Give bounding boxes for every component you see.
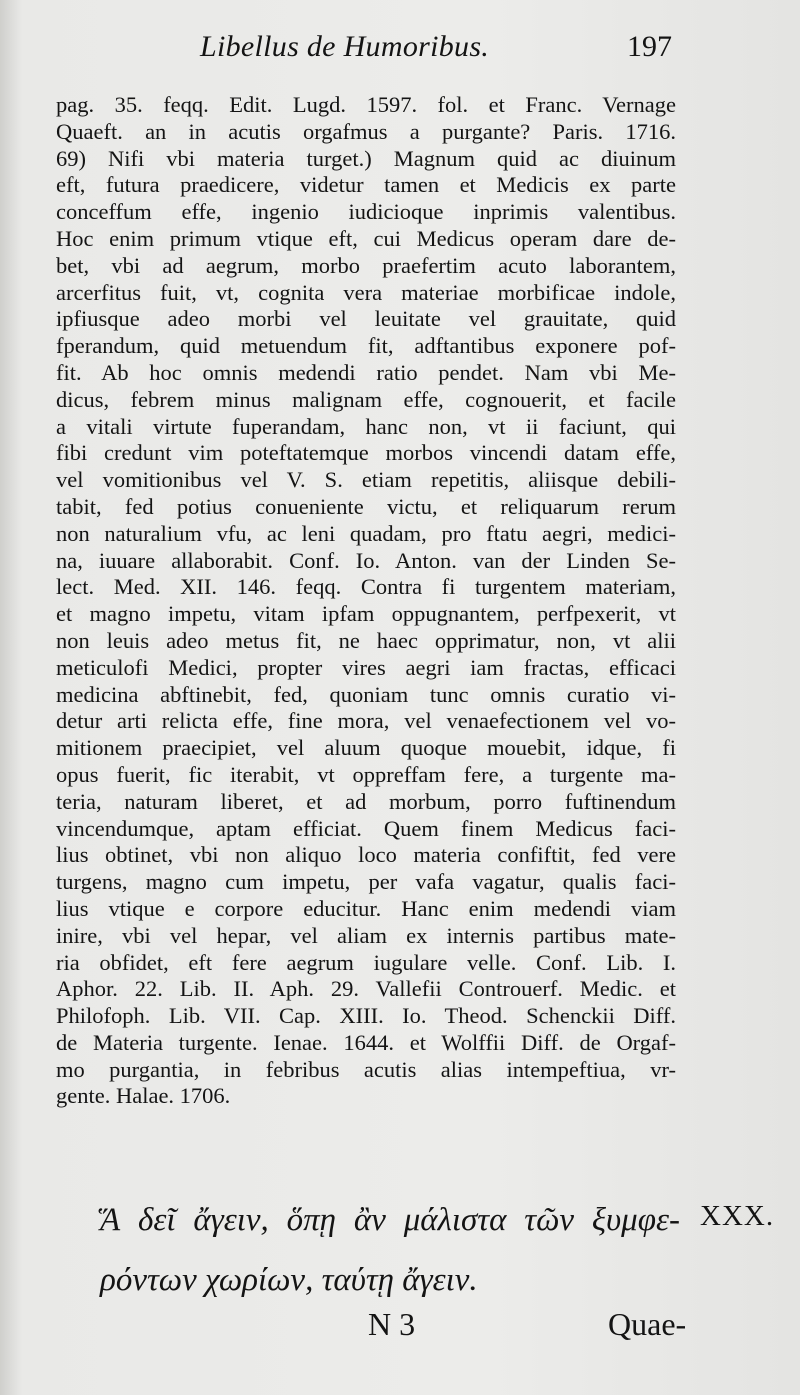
greek-aphorism bbox=[100, 1190, 680, 1310]
text-line: et magno impetu, vitam ipfam oppugnantem, perfpexerit, vt bbox=[56, 601, 676, 627]
running-head-title: Libellus de Humoribus. bbox=[200, 30, 490, 63]
text-line: turgens, magno cum impetu, per vafa vagatur, qualis faci- bbox=[56, 869, 676, 895]
text-line: non leuis adeo metus fit, ne haec opprimatur, non, vt alii bbox=[56, 627, 676, 653]
text-line: de Materia turgente. Ienae. 1644. et Wolffii Diff. de Orgaf- bbox=[56, 1029, 676, 1055]
text-line: medicina abftinebit, fed, quoniam tunc omnis curatio vi- bbox=[56, 681, 676, 707]
text-line: dicus, febrem minus malignam effe, cognouerit, et facile bbox=[56, 386, 676, 412]
text-line: non naturalium vfu, ac leni quadam, pro ftatu aegri, medici- bbox=[56, 520, 676, 546]
text-line: arcerfitus fuit, vt, cognita vera materiae morbificae indole, bbox=[56, 279, 676, 305]
text-line: eft, futura praedicere, videtur tamen et Medicis ex parte bbox=[56, 172, 676, 198]
text-line: lius vtique e corpore educitur. Hanc enim medendi viam bbox=[56, 895, 676, 921]
text-line: na, iuuare allaborabit. Conf. Io. Anton. van der Linden Se- bbox=[56, 547, 676, 573]
text-line: Aphor. 22. Lib. II. Aph. 29. Vallefii Controuerf. Medic. et bbox=[56, 976, 676, 1002]
text-line: meticulofi Medici, propter vires aegri iam fractas, efficaci bbox=[56, 654, 676, 680]
page-number: 197 bbox=[627, 30, 672, 63]
text-line: 69) Nifi vbi materia turget.) Magnum quid ac diuinum bbox=[56, 145, 676, 171]
signature-mark: N 3 bbox=[368, 1306, 416, 1342]
text-line: Quaeft. an in acutis orgafmus a purgante? Paris. 1716. bbox=[56, 118, 676, 144]
text-line: vel vomitionibus vel V. S. etiam repetitis, aliisque debili- bbox=[56, 467, 676, 493]
text-line: lect. Med. XII. 146. feqq. Contra fi turgentem materiam, bbox=[56, 574, 676, 600]
greek-line-1: Ἅ δεῖ ἄγειν, ὅπῃ ἂν μάλιστα τῶν ξυμφε- bbox=[100, 1202, 680, 1238]
catchword: Quae- bbox=[608, 1306, 687, 1342]
text-line: ipfiusque adeo morbi vel leuitate vel grauitate, quid bbox=[56, 306, 676, 332]
text-line: a vitali virtute fuperandam, hanc non, vt ii faciunt, qui bbox=[56, 413, 676, 439]
text-line: bet, vbi ad aegrum, morbo praefertim acuto laborantem, bbox=[56, 252, 676, 278]
text-line: fibi credunt vim poteftatemque morbos vincendi datam effe, bbox=[56, 440, 676, 466]
text-line: Hoc enim primum vtique eft, cui Medicus operam dare de- bbox=[56, 225, 676, 251]
text-line: inire, vbi vel hepar, vel aliam ex internis partibus mate- bbox=[56, 922, 676, 948]
text-line: lius obtinet, vbi non aliquo loco materia confiftit, fed vere bbox=[56, 842, 676, 868]
text-line: opus fuerit, fic iterabit, vt oppreffam fere, a turgente ma- bbox=[56, 761, 676, 787]
body-text bbox=[56, 92, 676, 1110]
text-line: tabit, fed potius conueniente victu, et reliquarum rerum bbox=[56, 493, 676, 519]
text-line: detur arti relicta effe, fine mora, vel venaefectionem vel vo- bbox=[56, 708, 676, 734]
text-line: fit. Ab hoc omnis medendi ratio pendet. Nam vbi Me- bbox=[56, 359, 676, 385]
text-line: vincendumque, aptam efficiat. Quem finem Medicus faci- bbox=[56, 815, 676, 841]
text-line: gente. Halae. 1706. bbox=[56, 1083, 231, 1109]
text-line: fperandum, quid metuendum fit, adftantibus exponere pof- bbox=[56, 333, 676, 359]
aphorism-number: XXX. bbox=[700, 1200, 775, 1232]
text-line: pag. 35. feqq. Edit. Lugd. 1597. fol. et Franc. Vernage bbox=[56, 92, 676, 117]
text-line: conceffum effe, ingenio iudicioque inprimis valentibus. bbox=[56, 199, 676, 225]
text-line: ria obfidet, eft fere aegrum iugulare velle. Conf. Lib. I. bbox=[56, 949, 676, 975]
text-line: mo purgantia, in febribus acutis alias intempeftiua, vr- bbox=[56, 1056, 676, 1082]
greek-line-2: ρόντων χωρίων, ταύτῃ ἄγειν. bbox=[100, 1262, 478, 1298]
text-line: teria, naturam liberet, et ad morbum, porro fuftinendum bbox=[56, 788, 676, 814]
text-line: mitionem praecipiet, vel aluum quoque mouebit, idque, fi bbox=[56, 735, 676, 761]
text-line: Philofoph. Lib. VII. Cap. XIII. Io. Theod. Schenckii Diff. bbox=[56, 1003, 676, 1029]
